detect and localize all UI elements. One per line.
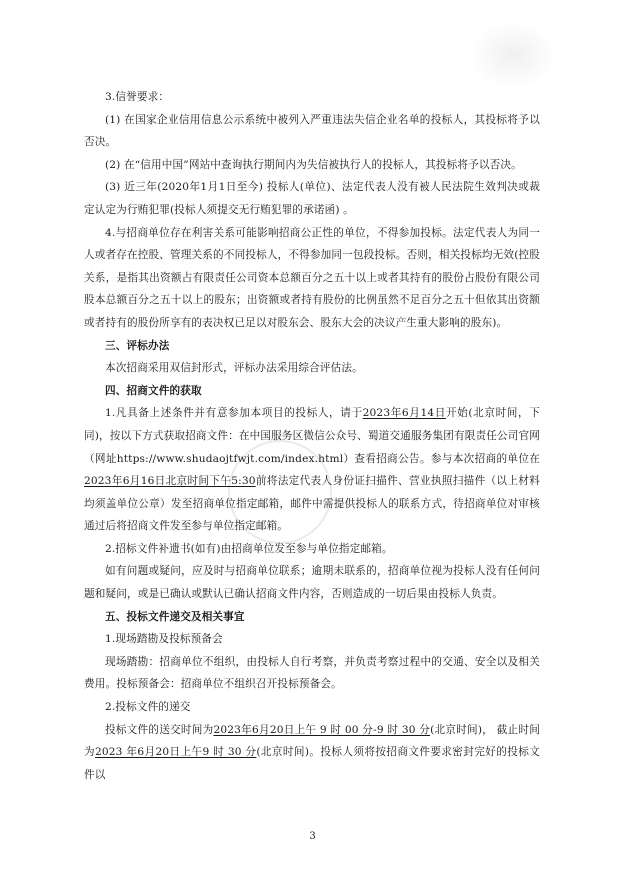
obtain-deadline: 2023年6月16日北京时间下午5:30: [84, 475, 256, 488]
paragraph-evaluation-method: 本次招商采用双信封形式，评标办法采用综合评估法。: [105, 362, 363, 375]
obtain-text-c: 前将法定代表人身份证扫描件、营业执照扫描件（以上材料均须盖单位公章）发至招商单位指定邮箱，邮件中需提供投标人的联系方式，待招商单位对审核通过后将招商文件发至参与单位指定邮箱。: [84, 475, 540, 533]
paragraph-site-visit: 现场踏勘：招商单位不组织，由投标人自行考察，并负责考察过程中的交通、安全以及相关费用。投标预备会：招商单位不组织召开投标预备会。: [84, 655, 540, 691]
paragraph-addendum: 2.招标文件补遗书(如有)由招商单位发至参与单位指定邮箱。: [105, 542, 393, 555]
paragraph-submission-title: 2.投标文件的递交: [105, 701, 191, 714]
page-number: 3: [309, 831, 316, 842]
paragraph-credit-requirements: 3.信誉要求：: [105, 91, 170, 103]
faint-stamp-mark: [468, 20, 558, 90]
paragraph-site-visit-title: 1.现场踏勘及投标预备会: [105, 633, 223, 646]
section-heading-submission: 五、投标文件递交及相关事宜: [105, 610, 245, 623]
paragraph-credit-item-3: (3) 近三年(2020年1月1日至今) 投标人(单位)、法定代表人没有被人民法院生效判决或裁定认定为行贿犯罪(投标人须提交无行贿犯罪的承诺函) 。: [84, 181, 540, 216]
submission-text-b: (北京时间)， 截止时间为: [84, 723, 540, 759]
paragraph-obtain-documents: [84, 402, 540, 538]
obtain-text-b: 开始(北京时间，下同)，按以下方式获取招商文件：在中国服务区微信公众号、蜀道交通服务集团有限责任公司官网（网址https://www.shudaojtfwjt.com/index.html）查看招商公告。参与本次招商的单位在: [84, 407, 540, 465]
paragraph-submission-time: [84, 719, 540, 787]
paragraph-credit-item-1: (1) 在国家企业信用信息公示系统中被列入严重违法失信企业名单的投标人，其投标将予以否决。: [84, 113, 540, 149]
submission-text-c: (北京时间)。投标人须将按招商文件要求密封完好的投标文件以: [84, 746, 540, 781]
obtain-start-date: 2023年6月14日: [362, 407, 446, 420]
paragraph-conflict-of-interest: 4.与招商单位存在利害关系可能影响招商公正性的单位，不得参加投标。法定代表人为同一人或者存在控股、管理关系的不同投标人，不得参加同一包段投标。否则，相关投标均无效(控股关系，是指其出资额占有限责任公司资本总额百分之五十以上或者其持有的股份占股份有限公司股本总额百分之五十以上的股东；出资额或者持有股份的比例虽然不足百分之五十但依其出资额或者持有的股份所享有的表决权已足以对股东会、股东大会的决议产生重大影响的股东)。: [84, 226, 540, 329]
submission-window: 2023年6月20日上午 9 时 00 分-9 时 30 分: [213, 723, 431, 736]
paragraph-credit-item-2: (2) 在“信用中国”网站中查询执行期间内为失信被执行人的投标人，其投标将予以否决。: [105, 158, 522, 171]
submission-text-a: 投标文件的送交时间为: [105, 723, 214, 736]
section-heading-obtain-documents: 四、招商文件的获取: [105, 384, 202, 397]
section-heading-evaluation: 三、评标办法: [105, 339, 170, 352]
paragraph-questions: 如有问题或疑问，应及时与招商单位联系；逾期未联系的，招商单位视为投标人没有任何问题和疑问，或是已确认或默认已确认招商文件内容，否则造成的一切后果由投标人负责。: [84, 565, 540, 601]
submission-deadline: 2023 年6月20日上午9 时 30 分: [95, 746, 257, 759]
obtain-text-a: 1.凡具备上述条件并有意参加本项目的投标人，请于: [105, 407, 363, 420]
document-body: [84, 86, 540, 786]
